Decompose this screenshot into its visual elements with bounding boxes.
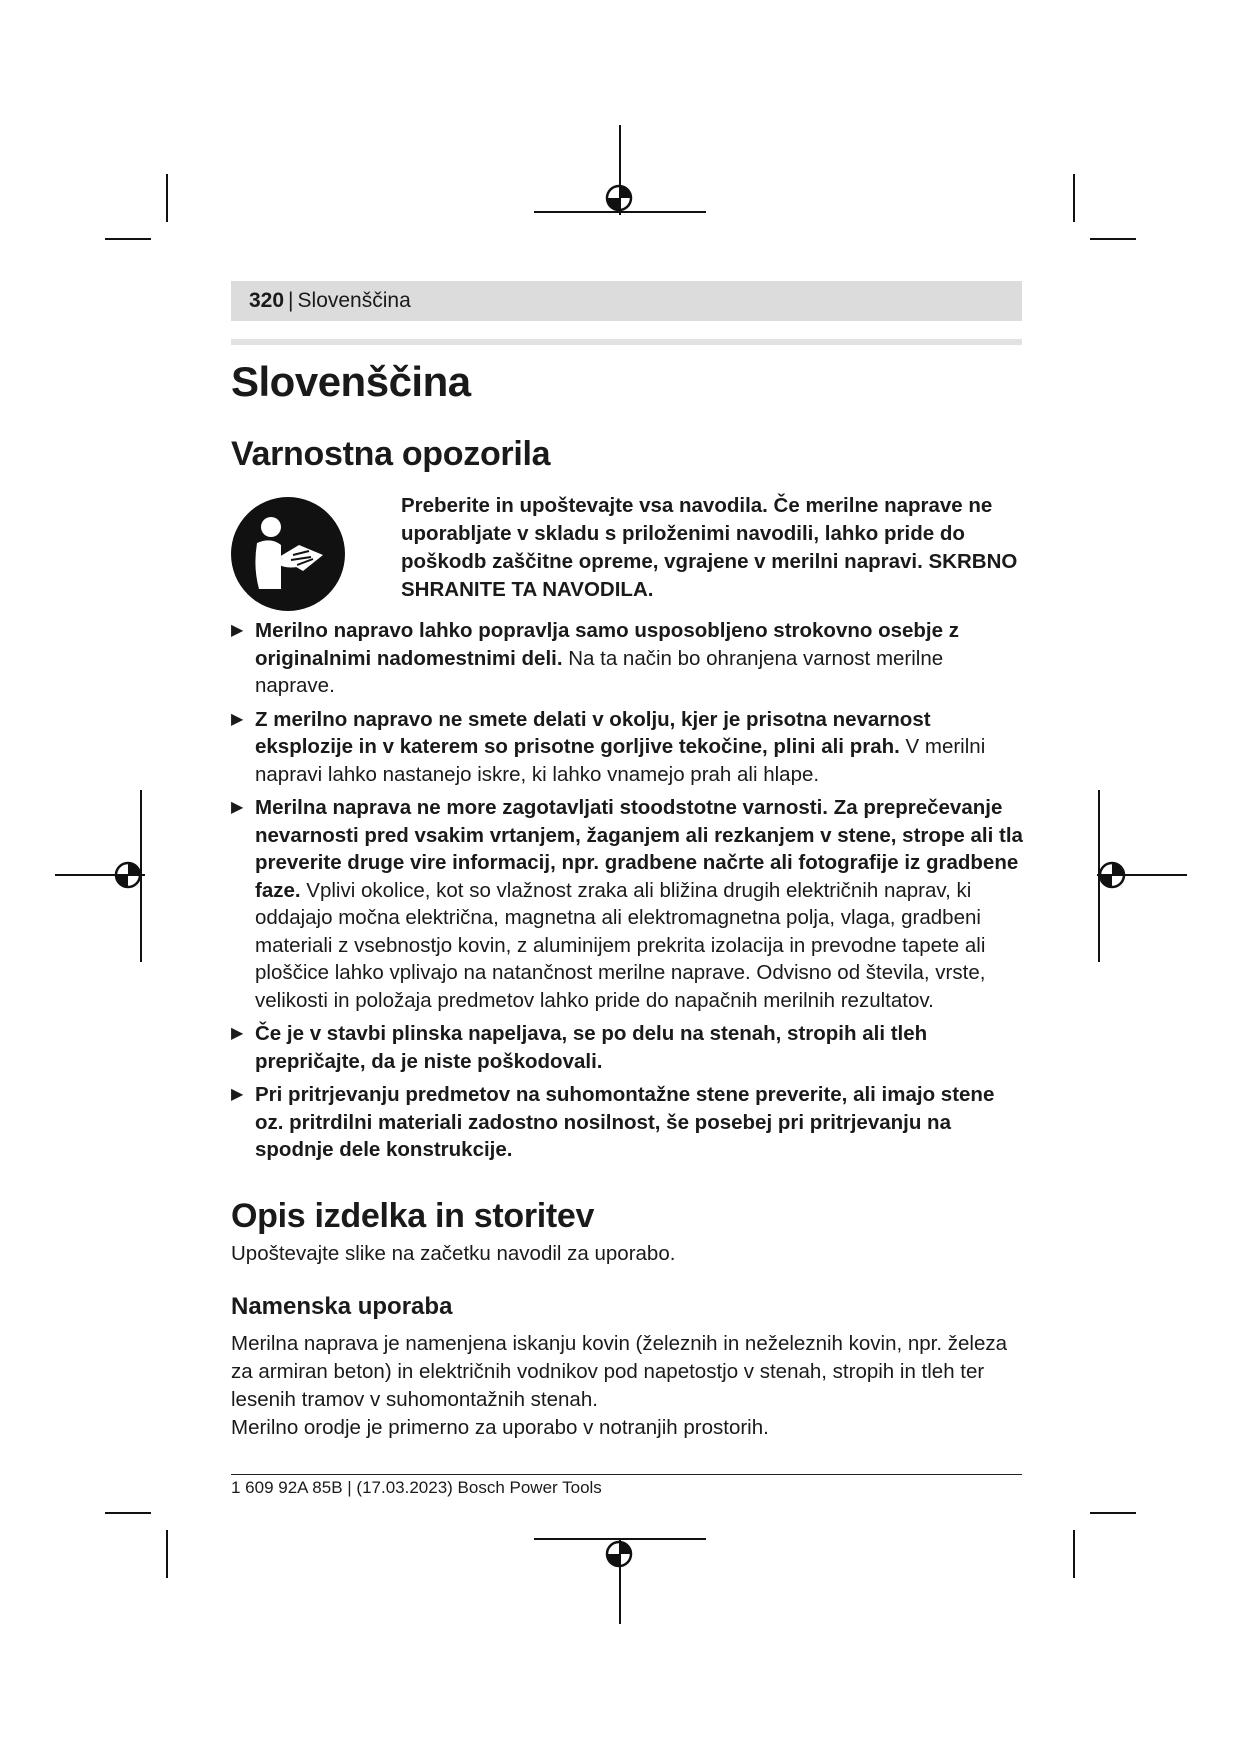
warning-bold-text: Če je v stavbi plinska napeljava, se po delu na stenah, stropih ali tleh prepričajte, da je niste poškodovali. xyxy=(255,1022,928,1073)
intended-use-paragraph: Merilna naprava je namenjena iskanju kovin (železnih in neželeznih kovin, npr. železa za armiran beton) in električnih vodnikov pod napetostjo v stenah, stropih in tleh ter lesenih tramov v suhomontažnih stenah. xyxy=(231,1331,1008,1411)
bullet-arrow-icon: ▶ xyxy=(231,622,244,639)
page-header xyxy=(231,281,1022,321)
warning-bold-text: Pri pritrjevanju predmetov na suhomontažne stene preverite, ali imajo stene oz. pritrdilni materiali zadostno nosilnost, še posebej pri pritrjevanju na spodnje dele konstrukcije. xyxy=(255,1083,995,1161)
warning-bold-text: Z merilno napravo ne smete delati v okolju, kjer je prisotna nevarnost eksplozije in v katerem so prisotne gorljive tekočine, plini ali prah. xyxy=(255,707,931,758)
header-language: Slovenščina xyxy=(297,289,411,312)
list-item xyxy=(231,1020,1023,1075)
crop-mark-bottom-left-vertical xyxy=(166,1530,168,1578)
warning-bold-text: Merilno napravo lahko popravlja samo usposobljeno strokovno osebje z originalnimi nadomestnimi deli. xyxy=(255,619,959,670)
safety-heading: Varnostna opozorila xyxy=(231,435,551,473)
crop-mark-bottom-left-horizontal xyxy=(105,1512,151,1514)
header-rule xyxy=(231,339,1022,345)
crop-mark-top-left-horizontal xyxy=(105,238,151,240)
page-footer: 1 609 92A 85B | (17.03.2023) Bosch Power Tools xyxy=(231,1478,602,1497)
header-separator: | xyxy=(288,289,294,312)
warning-text: Vplivi okolice, kot so vlažnost zraka ali bližina drugih električnih naprav, ki oddajajo močna električna, magnetna ali elektromagnetna polja, vlaga, gradbeni materiali z vsebnostjo kovin, z aluminijem prekrita izolacija in prevodne tapete ali ploščice lahko vplivajo na natančnost merilne naprave. Odvisno od števila, vrste, velikosti in položaja predmetov lahko pride do napačnih merilnih rezultatov. xyxy=(255,878,986,1012)
warning-list xyxy=(231,617,1023,1164)
crop-mark-bottom-right-horizontal xyxy=(1090,1512,1136,1514)
bullet-arrow-icon: ▶ xyxy=(231,799,244,816)
page-number: 320 xyxy=(249,289,285,312)
crop-mark-bottom-right-vertical xyxy=(1073,1530,1075,1578)
warning-text: V merilni napravi lahko nastanejo iskre, ki lahko vnamejo prah ali hlape. xyxy=(255,735,986,786)
read-manual-icon xyxy=(231,497,345,611)
registration-target-icon xyxy=(603,1538,635,1570)
safety-intro-text: Preberite in upoštevajte vsa navodila. Če merilne naprave ne uporabljate v skladu s priloženimi navodili, lahko pride do poškodb zaščitne opreme, vgrajene v merilni napravi. SKRBNO SHRANITE TA NAVODILA. xyxy=(401,494,1018,601)
intended-use-heading: Namenska uporaba xyxy=(231,1292,453,1320)
registration-target-icon xyxy=(1096,859,1128,891)
crop-mark-top-right-vertical xyxy=(1073,174,1075,222)
warning-text: Na ta način bo ohranjena varnost merilne naprave. xyxy=(255,646,944,697)
bullet-arrow-icon: ▶ xyxy=(231,710,244,728)
footer-rule xyxy=(231,1474,1022,1475)
intended-use-paragraph: Merilno orodje je primerno za uporabo v notranjih prostorih. xyxy=(231,1415,769,1439)
page-content xyxy=(231,352,1023,1442)
bullet-arrow-icon: ▶ xyxy=(231,1025,244,1042)
warning-bold-text: Merilna naprava ne more zagotavljati stoodstotne varnosti. Za preprečevanje nevarnosti pred vsakim vrtanjem, žaganjem ali rezkanjem v stene, strope ali tla preverite druge vire informacij, npr. gradbene načrte ali fotografije iz gradbene faze. xyxy=(255,796,1023,902)
registration-target-icon xyxy=(112,859,144,891)
list-item xyxy=(231,706,1023,789)
safety-intro xyxy=(231,492,1023,611)
list-item xyxy=(231,1081,1023,1164)
page-title: Slovenščina xyxy=(231,358,471,405)
crop-mark-top-right-horizontal xyxy=(1090,238,1136,240)
registration-target-icon xyxy=(603,182,635,214)
list-item xyxy=(231,794,1023,1014)
product-heading: Opis izdelka in storitev xyxy=(231,1196,595,1235)
product-intro: Upoštevajte slike na začetku navodil za uporabo. xyxy=(231,1241,676,1265)
bullet-arrow-icon: ▶ xyxy=(231,1086,244,1103)
crop-mark-top-left-vertical xyxy=(166,174,168,222)
list-item xyxy=(231,617,1023,700)
